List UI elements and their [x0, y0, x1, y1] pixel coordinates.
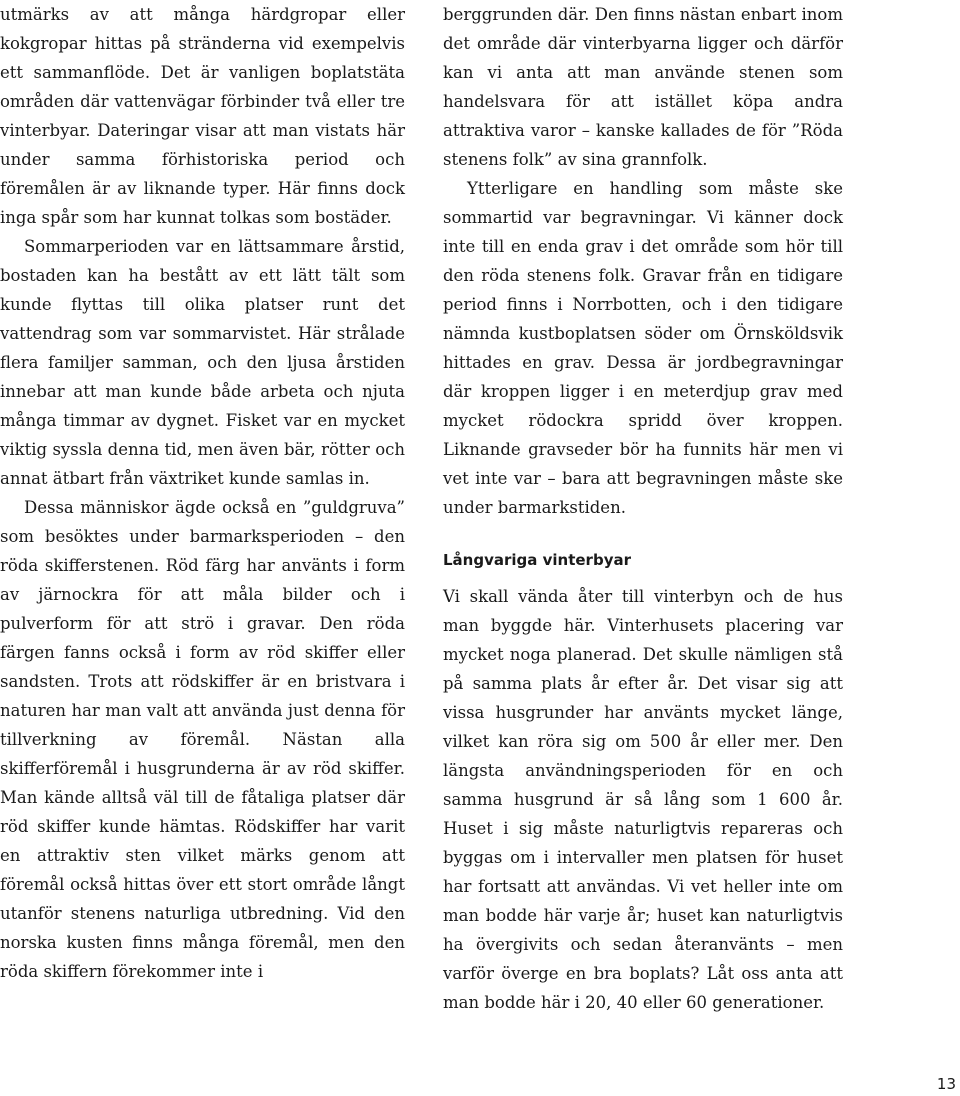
section-heading: Långvariga vinterbyar	[443, 551, 631, 569]
left-text-column	[0, 0, 405, 986]
paragraph: Dessa människor ägde också en ”guldgruva” som besöktes under barmarksperioden – den röda skifferstenen. Röd färg har använts i form av järnockra för att måla bilder och i pulverform för att strö i gravar. Den röda färgen fanns också i form av röd skiffer eller sandsten. Trots att rödskiffer är en bristvara i naturen har man valt att använda just denna för tillverkning av föremål. Nästan alla skifferföremål i husgrunderna är av röd skiffer. Man kände alltså väl till de fåtaliga platser där röd skiffer kunde hämtas. Rödskiffer har varit en attraktiv sten vilket märks genom att föremål också hittas över ett stort område långt utanför stenens naturliga utbredning. Vid den norska kusten finns många föremål, men den röda skiffern förekommer inte i	[0, 498, 405, 981]
paragraph: Ytterligare en handling som måste ske sommartid var begravningar. Vi känner dock inte till en enda grav i det område som hör till den röda stenens folk. Gravar från en tidigare period finns i Norrbotten, och i den tidigare nämnda kustboplatsen söder om Örnsköldsvik hittades en grav. Dessa är jordbegravningar där kroppen ligger i en meterdjup grav med mycket rödockra spridd över kroppen. Liknande gravseder bör ha funnits här men vi vet inte var – bara att begravningen måste ske under barmarkstiden.	[443, 179, 843, 517]
right-text-column	[443, 0, 843, 1017]
paragraph: Sommarperioden var en lättsammare årstid, bostaden kan ha bestått av ett lätt tält som kunde flyttas till olika platser runt det vattendrag som var sommarvistet. Här strålade flera familjer samman, och den ljusa årstiden innebar att man kunde både arbeta och njuta många timmar av dygnet. Fisket var en mycket viktig syssla denna tid, men även bär, rötter och annat ätbart från växtriket kunde samlas in.	[0, 237, 405, 488]
page-number: 13	[936, 1075, 956, 1093]
paragraph: berggrunden där. Den finns nästan enbart inom det område där vinterbyarna ligger och därför kan vi anta att man använde stenen som handelsvara för att istället köpa andra attraktiva varor – kanske kallades de för ”Röda stenens folk” av sina grannfolk.	[443, 5, 843, 169]
paragraph: utmärks av att många härdgropar eller kokgropar hittas på stränderna vid exempelvis ett sammanflöde. Det är vanligen boplatstäta områden där vattenvägar förbinder två eller tre vinterbyar. Dateringar visar att man vistats här under samma förhistoriska period och föremålen är av liknande typer. Här finns dock inga spår som har kunnat tolkas som bostäder.	[0, 5, 405, 227]
paragraph: Vi skall vända åter till vinterbyn och de hus man byggde här. Vinterhusets placering var mycket noga planerad. Det skulle nämligen stå på samma plats år efter år. Det visar sig att vissa husgrunder har använts mycket länge, vilket kan röra sig om 500 år eller mer. Den längsta användningsperioden för en och samma husgrund är så lång som 1 600 år. Huset i sig måste naturligtvis repareras och byggas om i intervaller men platsen för huset har fortsatt att användas. Vi vet heller inte om man bodde här varje år; huset kan naturligtvis ha övergivits och sedan återanvänts – men varför överge en bra boplats? Låt oss anta att man bodde här i 20, 40 eller 60 generationer.	[443, 587, 843, 1012]
